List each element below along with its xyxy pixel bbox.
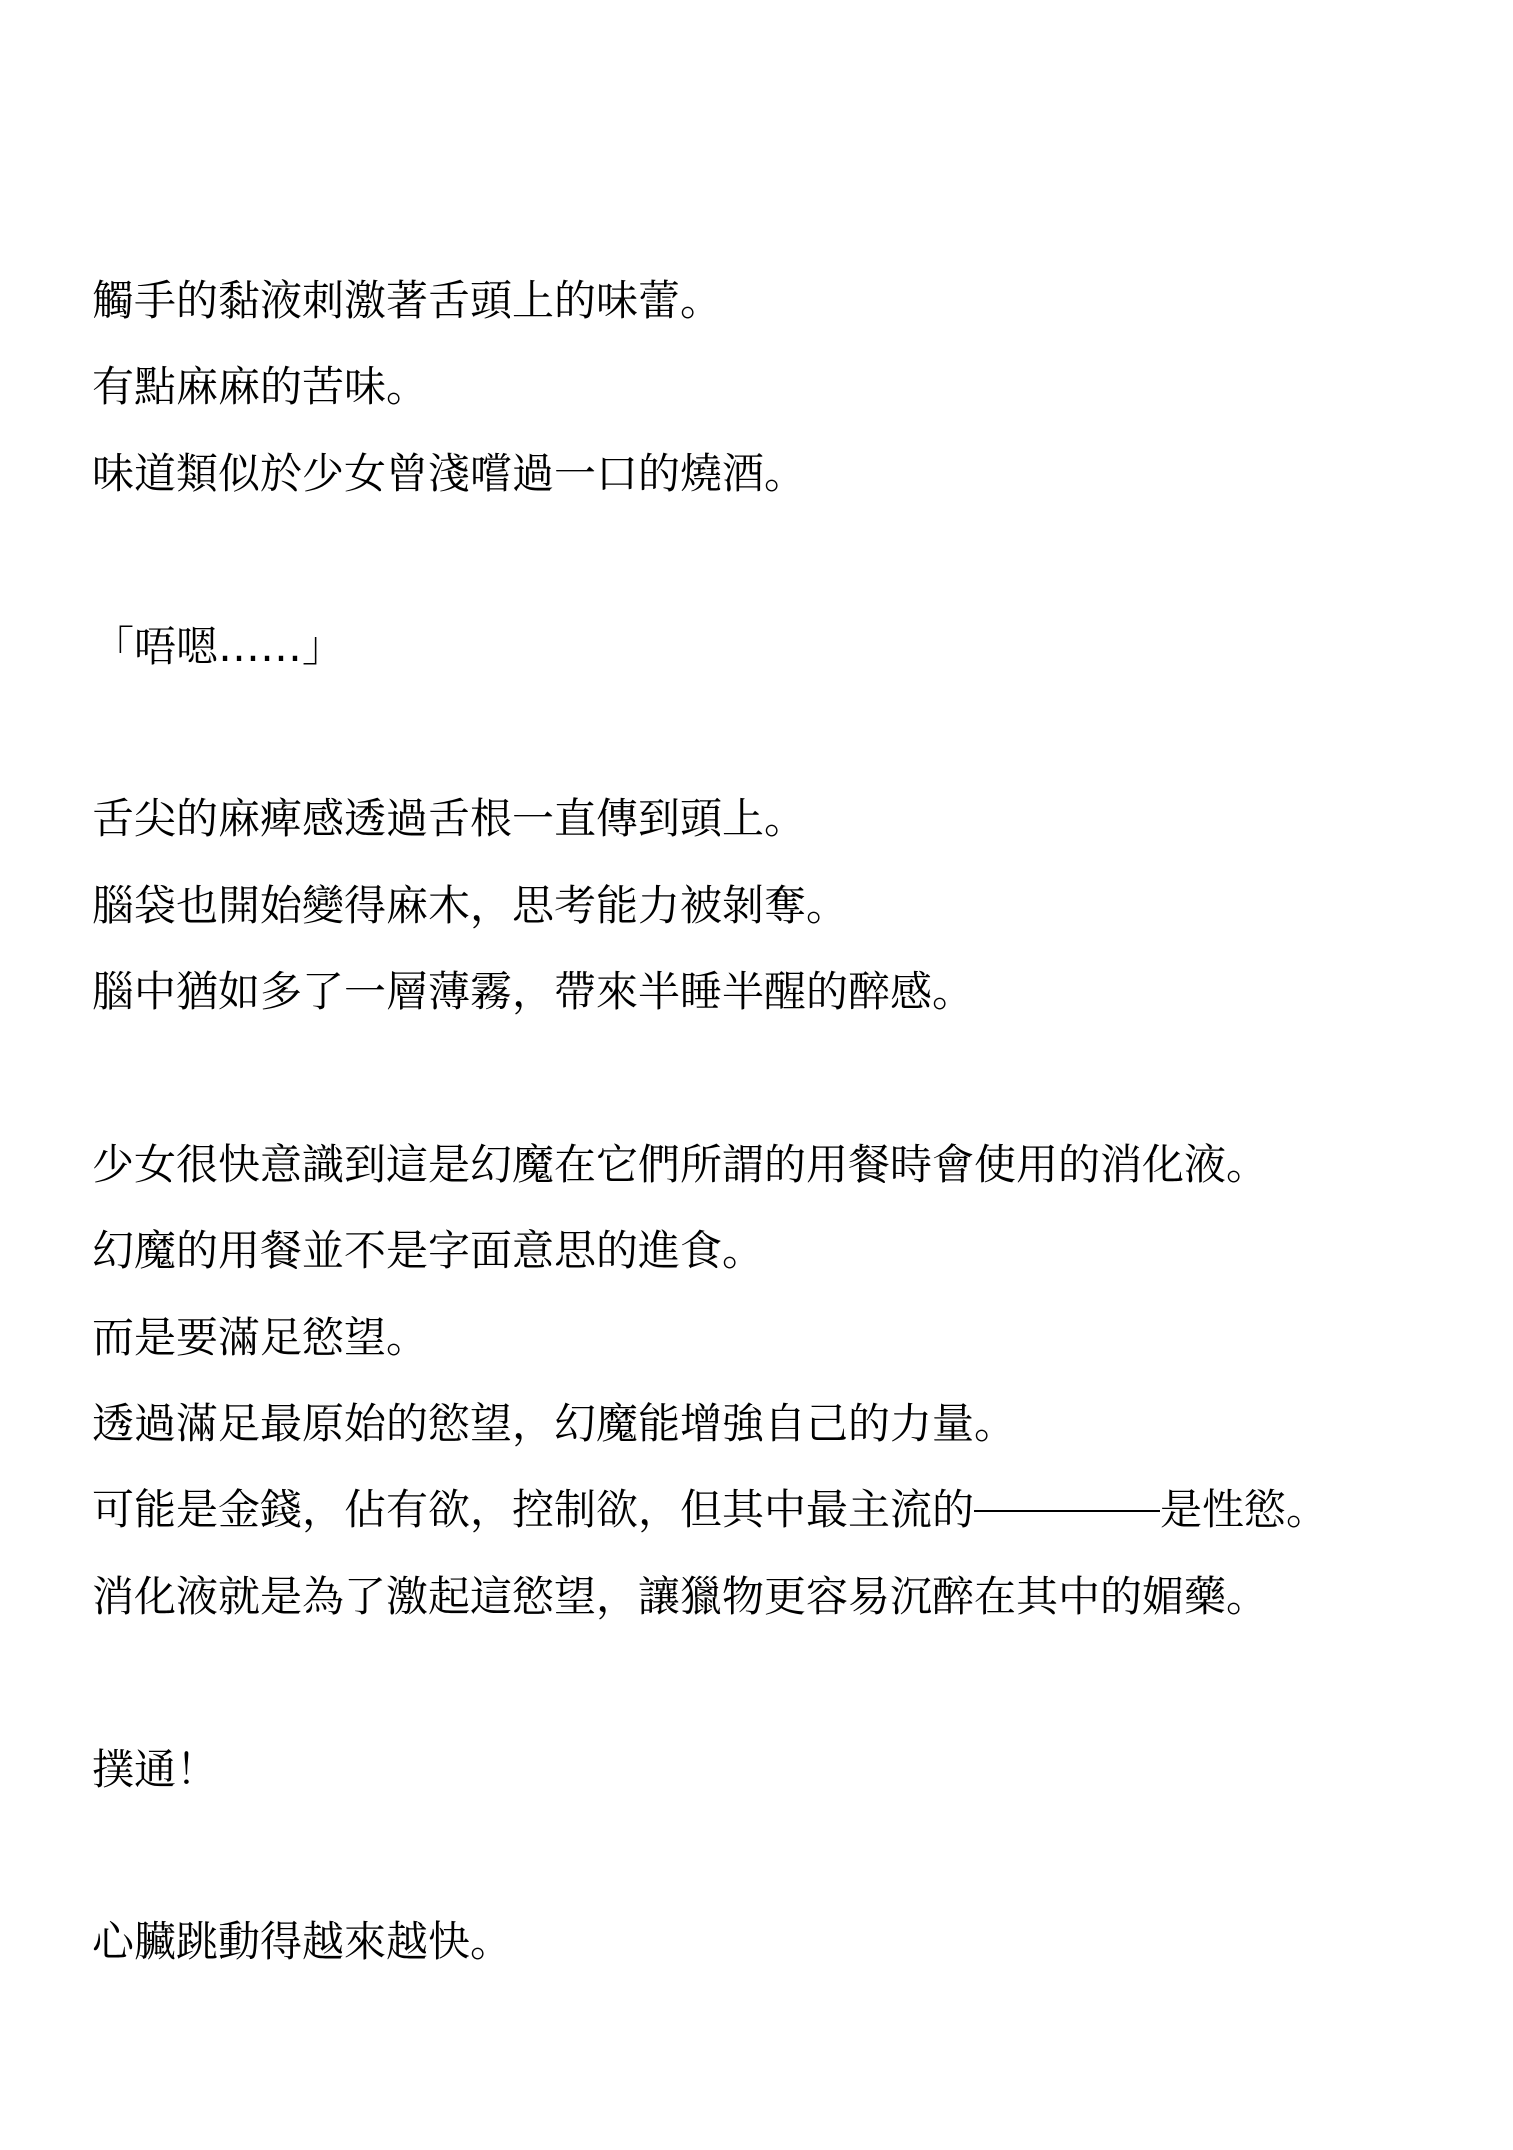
text-line: 幻魔的用餐並不是字面意思的進食。	[92, 1226, 765, 1276]
text-line-with-dash	[92, 1467, 1492, 1553]
text-line: 消化液就是為了激起這慾望，讓獵物更容易沉醉在其中的媚藥。	[92, 1571, 1269, 1621]
blank-line	[92, 517, 1492, 603]
em-dash-rule	[974, 1510, 1160, 1512]
text-segment-after-dash: 是性慾。	[1160, 1485, 1329, 1535]
text-segment-before-dash: 可能是金錢，佔有欲，控制欲，但其中最主流的	[92, 1485, 975, 1535]
text-line: 透過滿足最原始的慾望，幻魔能增強自己的力量。	[92, 1399, 1017, 1449]
exclamation-line: 撲通！	[92, 1744, 219, 1794]
blank-line	[92, 690, 1492, 776]
text-line: 觸手的黏液刺激著舌頭上的味蕾。	[92, 276, 723, 325]
document-body	[92, 258, 1492, 1986]
text-line: 腦袋也開始變得麻木，思考能力被剝奪。	[92, 880, 849, 930]
text-line: 有點麻麻的苦味。	[92, 362, 429, 412]
text-line: 而是要滿足慾望。	[92, 1312, 429, 1362]
blank-line	[92, 1036, 1492, 1122]
text-line: 舌尖的麻痺感透過舌根一直傳到頭上。	[92, 794, 807, 844]
text-line: 味道類似於少女曾淺嚐過一口的燒酒。	[92, 448, 807, 498]
blank-line	[92, 1640, 1492, 1726]
text-line: 腦中猶如多了一層薄霧，帶來半睡半醒的醉感。	[92, 967, 975, 1017]
blank-line	[92, 1813, 1492, 1899]
dialogue-line: 「唔嗯……」	[92, 621, 345, 671]
closing-line: 心臟跳動得越來越快。	[92, 1917, 513, 1967]
text-line: 少女很快意識到這是幻魔在它們所謂的用餐時會使用的消化液。	[92, 1139, 1269, 1189]
